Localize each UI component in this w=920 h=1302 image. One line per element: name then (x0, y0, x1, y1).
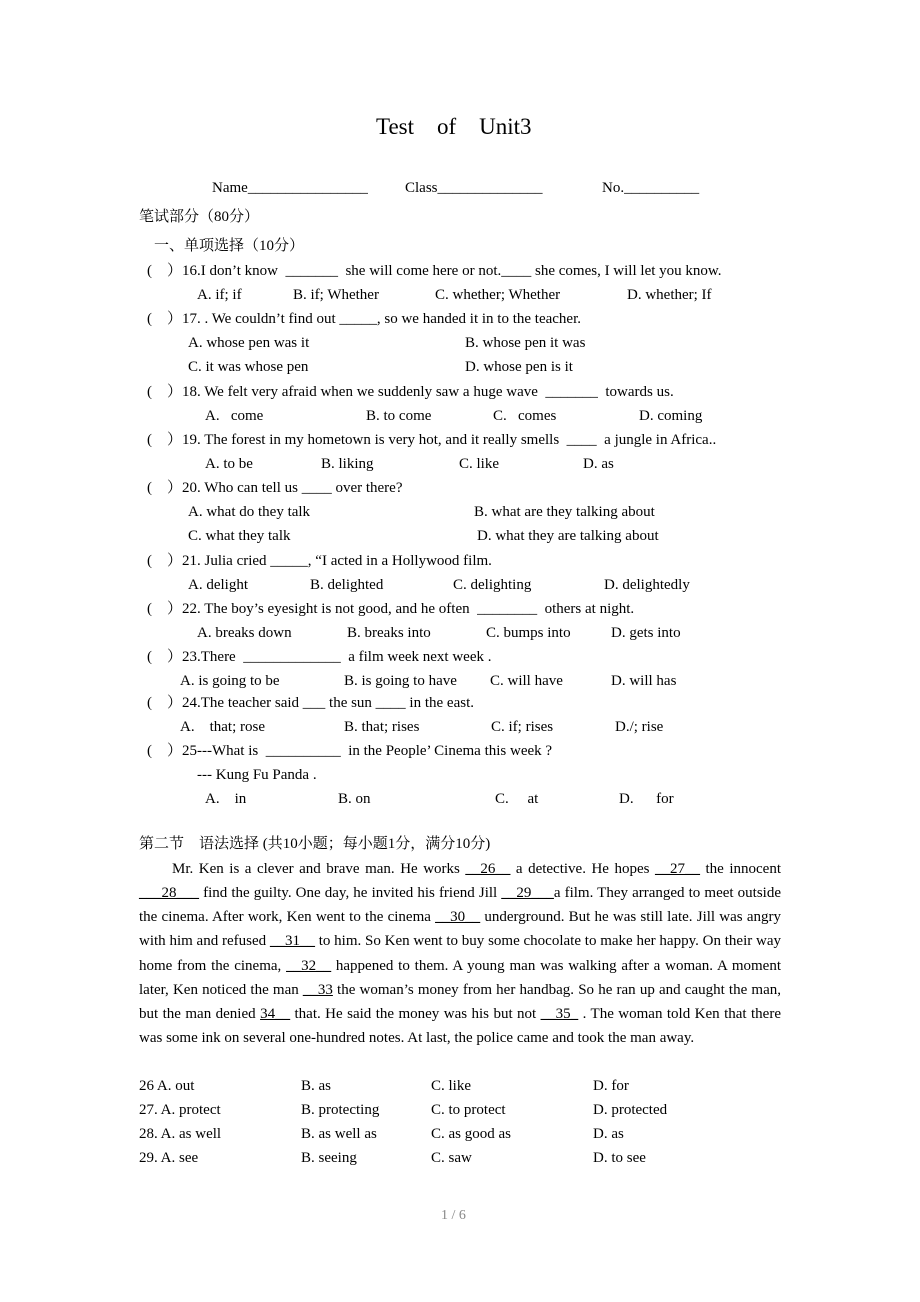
q20-option-a: A. what do they talk (188, 504, 311, 520)
passage-text: underground. But he was still late. Jill was angry with him and refused (139, 909, 781, 950)
q27-option-b: B. protecting (301, 1102, 380, 1118)
q18-option-d: D. coming (639, 408, 703, 424)
q19-option-a: A. to be (205, 456, 253, 472)
question-23: ( ）23.There _____________ a film week next week . (147, 649, 492, 665)
blank-33: __33 (302, 981, 333, 998)
q25-option-b: B. on (338, 791, 371, 807)
q21-option-a: A. delight (188, 577, 248, 593)
q22-option-b: B. breaks into (347, 625, 431, 641)
q25-reply: --- Kung Fu Panda . (197, 767, 317, 783)
q18-option-a: A. come (205, 408, 264, 424)
q20-option-b: B. what are they talking about (474, 504, 655, 520)
question-20: ( ）20. Who can tell us ____ over there? (147, 480, 403, 496)
q23-option-b: B. is going to have (344, 673, 457, 689)
section-written-heading: 笔试部分（80分） (139, 209, 260, 225)
q23-option-d: D. will has (611, 673, 677, 689)
blank-27: __27__ (655, 861, 700, 877)
q25-option-c: C. at (495, 791, 539, 807)
passage-text: a film. They arranged to meet outside the cinema. After work, Ken went to the cinema (139, 885, 781, 926)
q21-option-b: B. delighted (310, 577, 384, 593)
q25-option-d: D. for (619, 791, 674, 807)
name-field: Name________________ (212, 180, 368, 196)
blank-35: __35_ (540, 1005, 579, 1022)
class-field: Class______________ (405, 180, 543, 196)
q27-option-d: D. protected (593, 1102, 668, 1118)
q22-option-a: A. breaks down (197, 625, 292, 641)
passage-text: that. He said the money was his but not (290, 1005, 541, 1022)
blank-26: __26__ (465, 861, 511, 877)
question-25: ( ）25---What is __________ in the People’ Cinema this week ? (147, 743, 553, 759)
blank-28: ___28___ (139, 885, 199, 902)
q23-option-a: A. is going to be (180, 673, 280, 689)
q28-option-d: D. as (593, 1126, 624, 1142)
passage-text: . The woman told Ken that there was some ink on several one-hundred notes. At last, the police came and took the man away. (139, 1005, 781, 1047)
q27-option-c: C. to protect (431, 1102, 506, 1118)
section-grammar-heading: 第二节 语法选择 (共10小题；每小题1分，满分10分) (139, 836, 491, 852)
q18-option-c: C. comes (493, 408, 557, 424)
q26-option-c: C. like (431, 1078, 471, 1094)
cloze-passage (139, 857, 781, 1050)
blank-32: __32__ (286, 957, 332, 974)
q19-option-b: B. liking (321, 456, 374, 472)
q16-option-b: B. if; Whether (293, 287, 379, 303)
q27-option-a: 27. A. protect (139, 1102, 221, 1118)
q24-option-b: B. that; rises (344, 719, 420, 735)
q21-option-c: C. delighting (453, 577, 532, 593)
q16-option-c: C. whether; Whether (435, 287, 561, 303)
q23-option-c: C. will have (490, 673, 563, 689)
passage-text: to him. So Ken went to buy some chocolate to make her happy. On their way home from the cinema, (139, 933, 781, 974)
q26-option-b: B. as (301, 1078, 331, 1094)
question-18: ( ）18. We felt very afraid when we suddenly saw a huge wave _______ towards us. (147, 384, 674, 400)
section-single-choice-heading: 一、单项选择（10分） (154, 238, 305, 254)
q29-option-a: 29. A. see (139, 1150, 199, 1166)
q16-option-d: D. whether; If (627, 287, 712, 303)
q17-option-b: B. whose pen it was (465, 335, 586, 351)
q24-option-c: C. if; rises (491, 719, 554, 735)
passage-text: happened to them. A young man was walking after a woman. A moment later, Ken noticed the man (139, 957, 781, 998)
page-title: Test of Unit3 (376, 114, 532, 139)
q29-option-d: D. to see (593, 1150, 646, 1166)
q19-option-c: C. like (459, 456, 499, 472)
blank-31: __31__ (269, 933, 315, 950)
question-16: ( ）16.I don’t know _______ she will come here or not.____ she comes, I will let you know. (147, 263, 722, 279)
passage-text: the woman’s money from her handbag. So he ran up and caught the man, but the man denied (139, 981, 781, 1022)
q18-option-b: B. to come (366, 408, 432, 424)
question-21: ( ）21. Julia cried _____, “I acted in a Hollywood film. (147, 553, 492, 569)
q22-option-d: D. gets into (611, 625, 681, 641)
question-19: ( ）19. The forest in my hometown is very hot, and it really smells ____ a jungle in Africa.. (147, 432, 717, 448)
q19-option-d: D. as (583, 456, 614, 472)
q28-option-b: B. as well as (301, 1126, 377, 1142)
blank-34: 34__ (260, 1005, 291, 1022)
question-24: ( ）24.The teacher said ___ the sun ____ in the east. (147, 695, 474, 711)
q26-option-d: D. for (593, 1078, 629, 1094)
q21-option-d: D. delightedly (604, 577, 690, 593)
passage-text: the innocent (700, 861, 782, 877)
passage-text: a detective. He hopes (510, 861, 655, 877)
number-field: No.__________ (602, 180, 700, 196)
question-17: ( ）17. . We couldn’t find out _____, so we handed it in to the teacher. (147, 311, 581, 327)
q20-option-c: C. what they talk (188, 528, 291, 544)
q22-option-c: C. bumps into (486, 625, 571, 641)
q20-option-d: D. what they are talking about (477, 528, 659, 544)
q24-option-d: D./; rise (615, 719, 664, 735)
passage-text: Mr. Ken is a clever and brave man. He works (172, 861, 466, 877)
q29-option-c: C. saw (431, 1150, 472, 1166)
page-number: 1 / 6 (441, 1208, 466, 1223)
blank-30: __30__ (435, 909, 481, 926)
passage-text: find the guilty. One day, he invited his friend Jill (199, 885, 502, 902)
q25-option-a: A. in (205, 791, 247, 807)
blank-29: __29___ (501, 885, 554, 902)
q17-option-c: C. it was whose pen (188, 359, 309, 375)
q17-option-a: A. whose pen was it (188, 335, 310, 351)
question-22: ( ）22. The boy’s eyesight is not good, and he often ________ others at night. (147, 601, 635, 617)
q29-option-b: B. seeing (301, 1150, 357, 1166)
q26-option-a: 26 A. out (139, 1078, 195, 1094)
q24-option-a: A. that; rose (180, 719, 265, 735)
q28-option-a: 28. A. as well (139, 1126, 222, 1142)
q16-option-a: A. if; if (197, 287, 242, 303)
q28-option-c: C. as good as (431, 1126, 511, 1142)
q17-option-d: D. whose pen is it (465, 359, 573, 375)
